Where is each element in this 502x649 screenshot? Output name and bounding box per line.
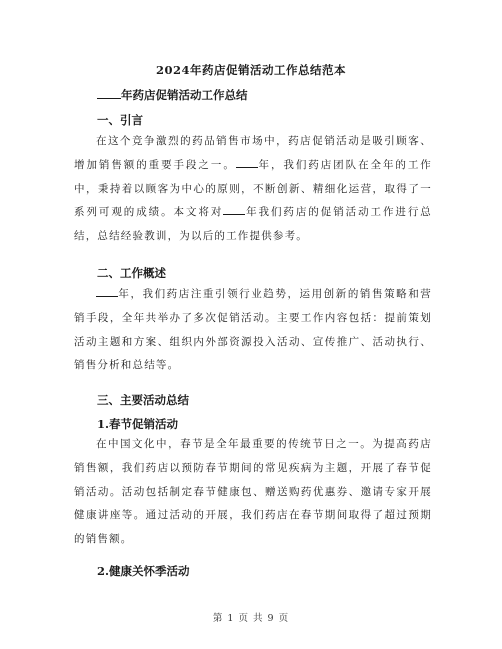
page-footer: 第 1 页 共 9 页 — [212, 613, 290, 624]
fill-in-blank — [223, 204, 245, 215]
subtitle-text: 年药店促销活动工作总结 — [121, 88, 248, 102]
fill-in-blank — [236, 157, 258, 168]
section-heading-overview: 二、工作概述 — [97, 266, 166, 280]
intro-text-b: 年，我们药店团队在全年的工作中，秉持着以顾客为中心的原则，不断创新、精细化运营，取得了一系列可观的成绩。本文将对 — [74, 158, 432, 219]
fill-in-blank — [96, 286, 118, 297]
document-title: 2024年药店促销活动工作总结范本 — [155, 63, 346, 77]
intro-text-c: 年我们药店的促销活动工作进行总结，总结经验教训，为以后的工作提供参考。 — [74, 206, 433, 243]
spring-paragraph: 在中国文化中，春节是全年最重要的传统节日之一。为提高药店销售额，我们药店以预防春节期间的常见疾病为主题，开展了春节促销活动。活动包括制定春节健康包、赠送购药优惠券、邀请专家开展健康讲座等。通过活动的开展，我们药店在春节期间取得了超过预期的销售额。 — [74, 438, 432, 546]
subsection-heading-spring: 1.春节促销活动 — [97, 417, 179, 431]
overview-paragraph — [74, 283, 432, 378]
fill-in-blank — [97, 87, 121, 99]
section-heading-main-activities: 三、主要活动总结 — [97, 393, 189, 407]
intro-text-a: 在这个竞争激烈的药品销售市场中，药店促销活动是吸引顾客、增加销售额的重要手段之一。 — [74, 135, 432, 171]
intro-paragraph — [74, 130, 432, 249]
overview-text: 年，我们药店注重引领行业趋势，运用创新的销售策略和营销手段，全年共举办了多次促销活动。主要工作内容包括：提前策划活动主题和方案、组织内外部资源投入活动、宣传推广、活动执行、销售分析和总结等。 — [74, 288, 432, 372]
section-heading-intro: 一、引言 — [97, 113, 143, 127]
subsection-heading-health: 2.健康关怀季活动 — [97, 564, 190, 578]
document-subtitle — [97, 87, 248, 103]
